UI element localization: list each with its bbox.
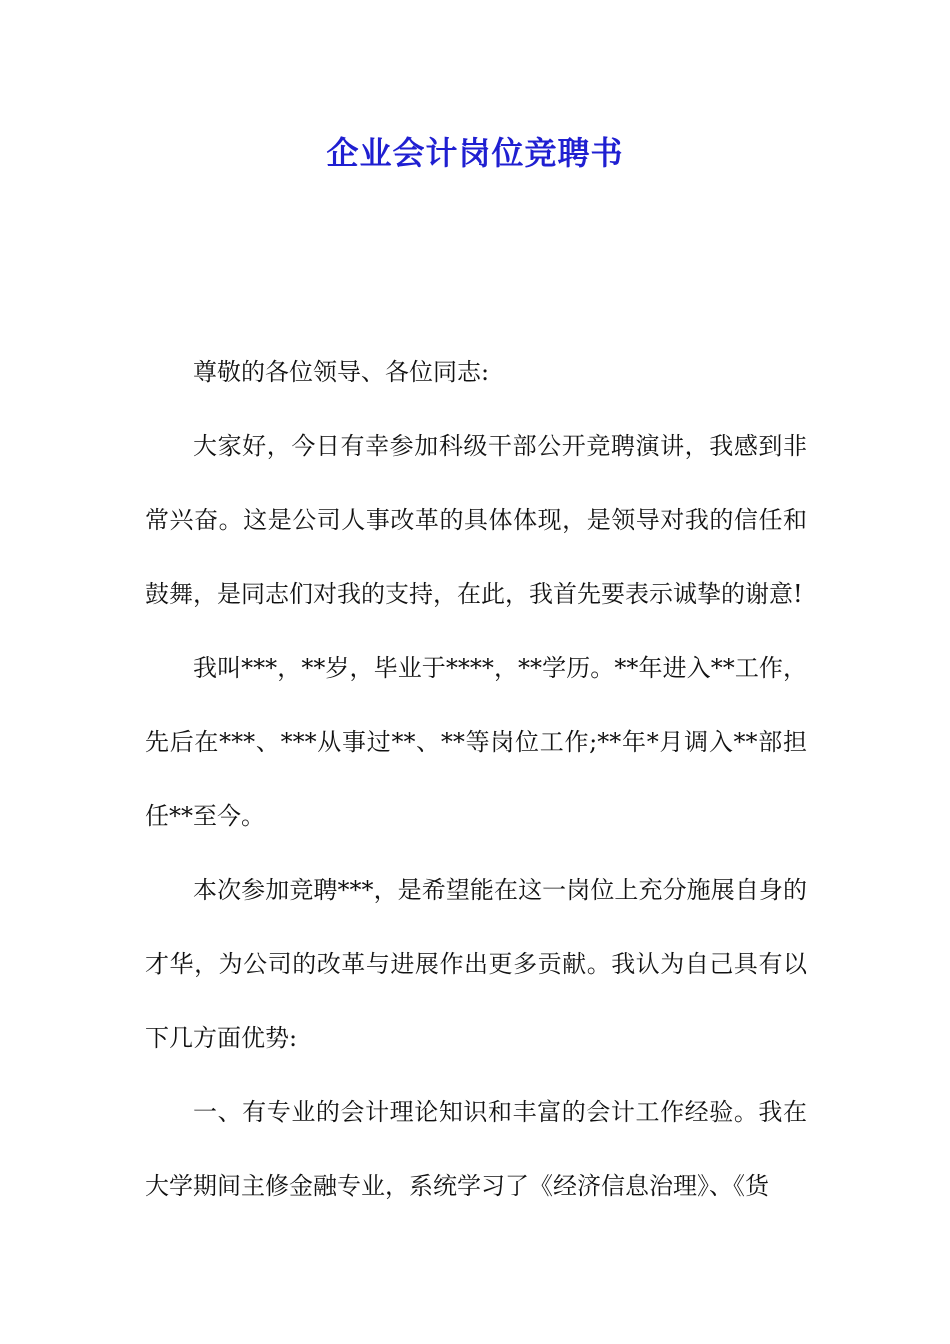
background-paragraph: 我叫***，**岁，毕业于****，**学历。**年进入**工作，先后在***、***从事过**、**等岗位工作;**年*月调入**部担任**至今。 [145, 654, 807, 830]
greeting-paragraph: 大家好，今日有幸参加科级干部公开竞聘演讲，我感到非常兴奋。这是公司人事改革的具体体现，是领导对我的信任和鼓舞，是同志们对我的支持，在此，我首先要表示诚挚的谢意! [145, 432, 807, 608]
document-body [145, 335, 807, 1223]
advantage-one-paragraph: 一、有专业的会计理论知识和丰富的会计工作经验。我在大学期间主修金融专业，系统学习了《经济信息治理》、《货 [145, 1098, 807, 1200]
motivation-paragraph: 本次参加竞聘***，是希望能在这一岗位上充分施展自身的才华，为公司的改革与进展作出更多贡献。我认为自己具有以下几方面优势: [145, 876, 807, 1052]
salutation-paragraph: 尊敬的各位领导、各位同志: [193, 358, 490, 386]
document-title: 企业会计岗位竞聘书 [326, 134, 624, 172]
